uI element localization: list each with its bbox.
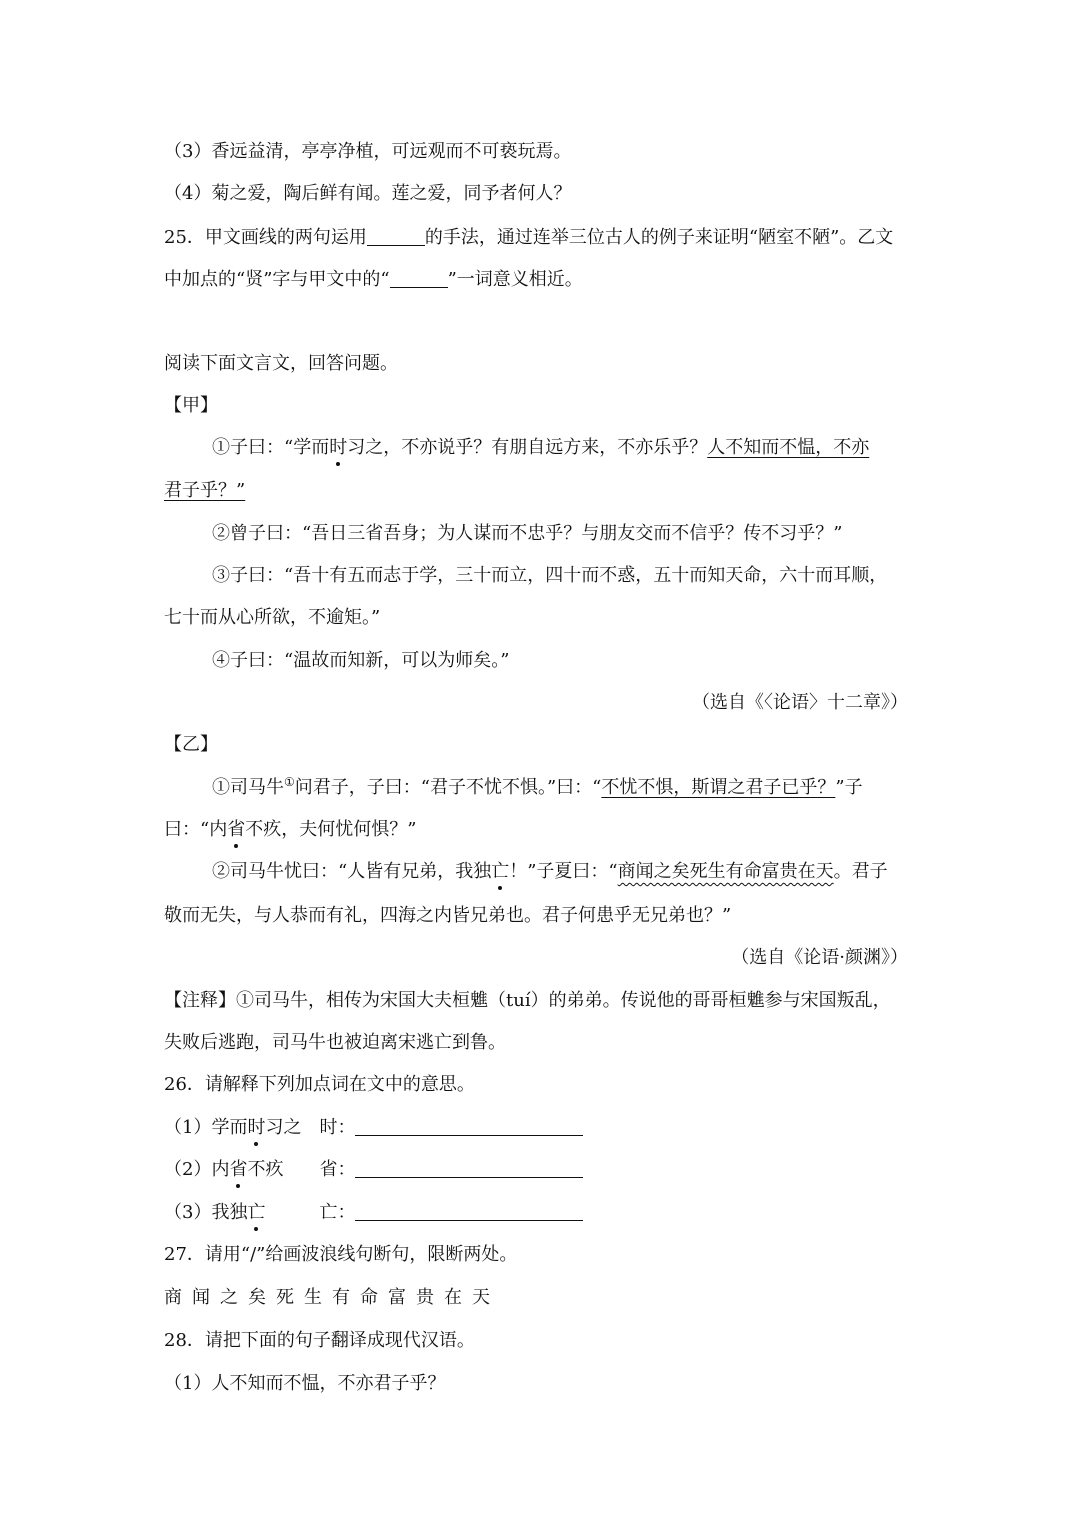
jia-source: （选自《〈论语〉十二章》） (692, 692, 908, 713)
footnote-marker: ① (284, 775, 295, 789)
jia-paragraph-1-line-2 (164, 479, 245, 503)
question-25-line-1: 25．甲文画线的两句运用 的手法，通过连举三位古人的例子来证明“陋室不陋”。乙文 (164, 227, 894, 248)
item-3: （3）香远益清，亭亭净植，可远观而不可亵玩焉。 (164, 141, 572, 162)
jia-paragraph-1-line-1: ①子曰：“学而时习之，不亦说乎？有朋自远方来，不亦乐乎？人不知而不愠，不亦 (212, 437, 870, 458)
wavy-underlined-sentence: 商闻之矣死生有命富贵在天 (617, 861, 834, 882)
question-26-item-2: （2）内省不疚 省： (164, 1157, 583, 1182)
answer-blank[interactable] (367, 225, 425, 246)
underlined-sentence: 人不知而不愠，不亦 (707, 437, 870, 458)
jia-paragraph-3-line-1: ③子曰：“吾十有五而志于学，三十而立，四十而不惑，五十而知天命，六十而耳顺， (212, 565, 888, 586)
dotted-char: 时 (247, 1117, 266, 1138)
dotted-char: 亡 (491, 861, 510, 882)
question-26-item-3: （3）我独亡 亡： (164, 1200, 583, 1225)
answer-line[interactable] (355, 1115, 583, 1136)
dotted-char: 省 (227, 819, 246, 840)
dotted-char: 亡 (247, 1202, 266, 1223)
answer-line[interactable] (355, 1200, 583, 1221)
yi-paragraph-2-line-1: ②司马牛忧曰：“人皆有兄弟，我独亡！”子夏曰：“商闻之矣死生有命富贵在天。君子 (212, 861, 888, 882)
yi-paragraph-1-line-2: 曰：“内省不疚，夫何忧何惧？” (164, 819, 417, 840)
reading-intro: 阅读下面文言文，回答问题。 (164, 353, 398, 374)
yi-paragraph-1-line-1: ①司马牛①问君子，子曰：“君子不忧不惧。”曰：“不忧不惧，斯谓之君子已乎？”子 (212, 775, 863, 798)
question-26-item-1: （1）学而时习之 时： (164, 1115, 583, 1140)
yi-paragraph-2-line-2: 敬而无失，与人恭而有礼，四海之内皆兄弟也。君子何患乎无兄弟也？” (164, 905, 732, 926)
jia-paragraph-4: ④子曰：“温故而知新，可以为师矣。” (212, 650, 510, 671)
question-27-title: 27．请用“/”给画波浪线句断句，限断两处。 (164, 1244, 518, 1265)
yi-source: （选自《论语·颜渊》） (731, 947, 908, 968)
section-label-yi: 【乙】 (164, 734, 218, 755)
jia-paragraph-2: ②曾子曰：“吾日三省吾身；为人谋而不忠乎？与朋友交而不信乎？传不习乎？” (212, 523, 843, 544)
annotation-label: 【注释】 (164, 990, 236, 1011)
answer-line[interactable] (355, 1157, 583, 1178)
jia-paragraph-3-line-2: 七十而从心所欲，不逾矩。” (164, 607, 381, 628)
dotted-char: 时 (329, 437, 348, 458)
question-28-item-1: （1）人不知而不愠，不亦君子乎？ (164, 1373, 446, 1394)
item-4: （4）菊之爱，陶后鲜有闻。莲之爱，同予者何人？ (164, 183, 572, 204)
annotation-line-2: 失败后逃跑，司马牛也被迫离宋逃亡到鲁。 (164, 1032, 506, 1053)
question-27-sentence: 商闻之矣死生有命富贵在天 (164, 1287, 500, 1308)
underlined-sentence: 不忧不惧，斯谓之君子已乎？ (601, 777, 836, 798)
question-28-title: 28．请把下面的句子翻译成现代汉语。 (164, 1330, 475, 1351)
annotation-line-1: 【注释】①司马牛，相传为宋国大夫桓魋（tuí）的弟弟。传说他的哥哥桓魋参与宋国叛乱， (164, 990, 891, 1011)
dotted-char: 省 (229, 1159, 248, 1180)
answer-blank[interactable] (390, 267, 448, 288)
underlined-sentence: 君子乎？” (164, 480, 246, 501)
question-25-line-2: 中加点的“贤”字与甲文中的“ ”一词意义相近。 (164, 269, 583, 290)
question-26-title: 26．请解释下列加点词在文中的意思。 (164, 1074, 475, 1095)
section-label-jia: 【甲】 (164, 395, 218, 416)
